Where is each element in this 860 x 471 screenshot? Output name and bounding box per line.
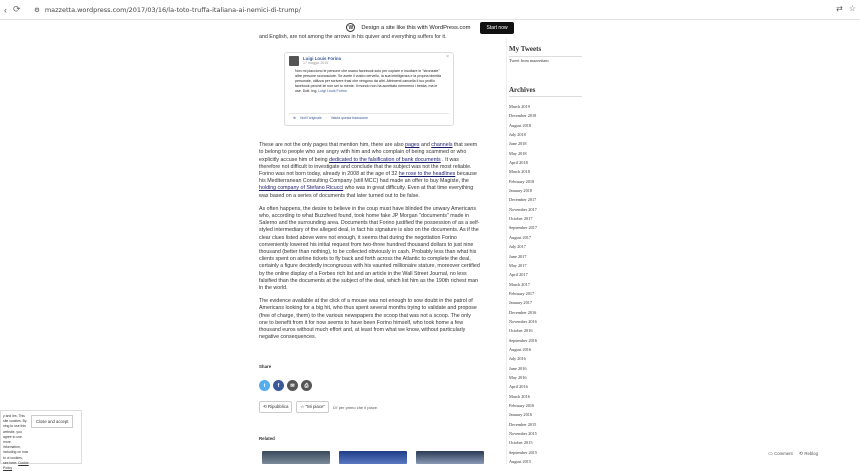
fb-body-link[interactable]: Luigi Louis Forino: [318, 89, 347, 93]
address-bar[interactable]: [34, 6, 301, 14]
wordpress-banner-text: Design a site like this with WordPress.com: [361, 24, 471, 31]
like-note: Di' per primo che ti piace.: [333, 404, 379, 410]
archive-link[interactable]: March 2016: [509, 393, 530, 399]
archive-link[interactable]: January 2016: [509, 412, 533, 418]
like-row: [259, 401, 378, 413]
archive-link[interactable]: January 2017: [509, 300, 533, 306]
like-button[interactable]: ☆ "Mi piace": [296, 401, 329, 413]
archive-link[interactable]: December 2016: [509, 309, 537, 315]
link-holding-company[interactable]: holding company of Stefano Ricucci: [259, 185, 344, 192]
archive-link[interactable]: May 2018: [509, 150, 527, 156]
archive-link[interactable]: August 2017: [509, 234, 532, 240]
archive-link[interactable]: July 2016: [509, 356, 526, 362]
see-original-link[interactable]: Vedi l'originale: [299, 116, 322, 120]
fb-post-date: 17 maggio 2015: [303, 61, 329, 65]
reblog-button[interactable]: ⟲ Ripubblica: [259, 401, 292, 413]
archives-title: Archives: [509, 86, 536, 94]
link-pages[interactable]: pages: [405, 142, 420, 149]
paragraph-coup: As often happens, the desire to believe in the coup must have blinded the unwary Americans who, according to what Buzzfeed found, took home fake JP Morgan "documents" made in Salerno and the surrounding area. Documents that Forino justified the possession of as a self-styled intermediary of the alleged deal, in fact his signature is also on the documents. As if the clear clues listed above were not enough, it seems that during the negotiation Forino conveniently lowered his initial request from two-three hundred thousand dollars to just nine thousand (better than nothing), to be collected obviously in cash. Probably less than what his clients spent on airline tickets to fly back and forth across the Atlantic to complete the deal, certainly a figure decidedly incongruous with his vaunted millionaire stature, moreover certified by the online display of a Forbes rich list and an article in the Wall Street Journal, no less falsified than the documents at the subject of the deal, which list him as the 190th richest man in the world.: [259, 205, 480, 292]
archive-link[interactable]: July 2017: [509, 244, 526, 250]
archive-link[interactable]: August 2015: [509, 459, 532, 465]
share-buttons: [259, 380, 312, 391]
archive-link[interactable]: August 2016: [509, 346, 532, 352]
translate-icon[interactable]: ⇄: [836, 4, 843, 13]
url-text[interactable]: mazzetta.wordpress.com/2017/03/16/la-toto-truffa-italiana-ai-nemici-di-trump/: [44, 5, 301, 14]
archive-link[interactable]: October 2017: [509, 216, 533, 222]
archive-link[interactable]: December 2017: [509, 197, 537, 203]
archive-link[interactable]: March 2019: [509, 104, 530, 109]
fb-author: [303, 56, 341, 66]
comment-action[interactable]: ▭ Comment: [768, 451, 793, 457]
comment-icon: ▭: [768, 451, 775, 457]
archive-link[interactable]: February 2017: [509, 290, 535, 296]
my-tweets-title: My Tweets: [509, 45, 542, 53]
wordpress-logo-icon: W: [346, 23, 355, 32]
browser-nav: [0, 4, 34, 15]
star-icon: ☆: [300, 404, 306, 409]
related-heading: Related: [259, 436, 275, 441]
back-icon[interactable]: ‹: [4, 4, 7, 15]
archive-link[interactable]: August 2018: [509, 122, 532, 128]
divider: [509, 96, 582, 97]
archive-link[interactable]: April 2018: [509, 160, 528, 166]
twitter-share-icon[interactable]: t: [259, 380, 270, 391]
archive-link[interactable]: June 2018: [509, 141, 527, 147]
reload-icon[interactable]: ⟳: [13, 4, 21, 14]
footer-dot: ·: [325, 116, 327, 120]
archive-link[interactable]: November 2016: [509, 318, 537, 324]
archive-link[interactable]: April 2017: [509, 272, 528, 278]
share-heading: Share: [259, 364, 272, 369]
fb-post-text: Non mi piacciono le persone che usano facebook solo per copiare e incollare le "stronzate" altre persone sconosciute. Se avete il vostro cervello, la sua intelligenza e la propria identità personale, utilizza per scrivere frasi che vengono da altri. Altrimenti cancella il tuo profilo facebook perché lei non sei tu mente. Il mondo non ha accettato nemmeno i bestia, ma le use. Dott. Ing. Luigi Louis Forino: [295, 69, 442, 93]
archive-link[interactable]: September 2016: [509, 337, 538, 343]
article-top-line: and English, are not among the arrows in his quiver and everything suffers for it.: [259, 34, 447, 40]
archive-link[interactable]: October 2016: [509, 328, 533, 334]
archive-link[interactable]: May 2016: [509, 374, 527, 380]
link-falsification[interactable]: dedicated to the falsification of bank documents: [329, 156, 441, 163]
tweets-link[interactable]: Tweet from mazzettam: [509, 58, 549, 63]
reblog-icon: ⟲: [798, 451, 805, 457]
browser-toolbar: [0, 0, 860, 20]
globe-icon: ⊕: [293, 116, 296, 120]
fb-card-header: [285, 53, 453, 66]
close-and-accept-button[interactable]: Close and accept: [31, 415, 73, 428]
archive-link[interactable]: May 2017: [509, 262, 527, 268]
rate-translation-link[interactable]: Valuta questa traduzione: [330, 116, 369, 120]
archive-link[interactable]: December 2015: [509, 421, 537, 427]
fb-author-name[interactable]: Luigi Louis Forino: [303, 56, 342, 61]
archives-list: [509, 102, 537, 466]
browser-actions: [836, 4, 856, 13]
archive-link[interactable]: June 2017: [509, 253, 527, 259]
archive-link[interactable]: February 2018: [509, 178, 535, 184]
archive-link[interactable]: November 2017: [509, 206, 537, 212]
archive-link[interactable]: October 2015: [509, 440, 533, 446]
paragraph-evidence: The evidence available at the click of a mouse was not enough to sow doubt in the patrol of Americans looking for a big hit, who thus spent several months trying to validate and propose (free of charge, them) to the various newspapers the scoop that was not a scoop. The only one to benefit from it for now seems to have been Forino himself, who took home a few thousand euros without much effort and, at least from what we know, without particularly negative consequences.: [259, 298, 477, 341]
bookmark-star-icon[interactable]: ☆: [848, 4, 856, 13]
related-thumbnail[interactable]: [416, 451, 484, 464]
reblog-action[interactable]: ⟲ Reblog: [798, 451, 818, 457]
related-thumbnail[interactable]: [262, 451, 330, 464]
archive-link[interactable]: March 2017: [509, 281, 530, 287]
archive-link[interactable]: September 2017: [509, 225, 538, 231]
link-channels[interactable]: channels: [431, 142, 453, 149]
related-thumbnails: [262, 451, 484, 464]
archive-link[interactable]: June 2016: [509, 365, 527, 371]
archive-link[interactable]: April 2016: [509, 384, 528, 390]
archive-link[interactable]: February 2016: [509, 403, 535, 408]
archive-link[interactable]: September 2015: [509, 449, 538, 455]
print-share-icon[interactable]: ⎙: [301, 380, 312, 391]
archive-link[interactable]: December 2018: [509, 113, 537, 119]
link-headlines[interactable]: he rose to the headlines: [398, 171, 456, 178]
cookie-banner: [0, 410, 82, 471]
cookie-policy-link[interactable]: Cookie Policy: [3, 460, 29, 471]
divider: [509, 56, 582, 57]
facebook-embed-card[interactable]: [284, 52, 454, 126]
avatar[interactable]: [289, 56, 299, 66]
site-settings-icon[interactable]: ⚙: [34, 5, 40, 14]
reblog-icon: ⟲: [263, 404, 268, 409]
facebook-share-icon[interactable]: f: [273, 380, 284, 391]
action-bar: [768, 451, 818, 457]
paragraph-pages: These are not the only pages that mention him, there are also pages and channels that seem to belong to people who are angry with him and who complain of being scammed or who explicitly accuse him of being dedicated to the falsification of bank documents . It was therefore not difficult to investigate and conclude that the subject was not the most reliable. Forino was not born today, already in 2008 at the age of 32 he rose to the headlines because his Mediterranean Consulting Company (still MCC) had made an offer to buy Magiste, the holding company of Stefano Ricucci who was in great difficulty. Even at that time everything was based on a series of documents that later turned out to be false.: [259, 142, 478, 199]
wordpress-banner: [0, 20, 860, 35]
close-icon[interactable]: ×: [446, 54, 449, 60]
archive-link[interactable]: March 2018: [509, 169, 530, 175]
related-thumbnail[interactable]: [339, 451, 407, 464]
archive-link[interactable]: July 2018: [509, 132, 526, 138]
cookie-text: y and ies: This site cookies. By ning to use this website, you agree to use. more information, including on how to ol cookies, see here: Cookie Policy: [3, 414, 29, 471]
start-now-button[interactable]: Start now: [480, 22, 513, 34]
email-share-icon[interactable]: ✉: [287, 380, 298, 391]
archive-link[interactable]: November 2015: [509, 431, 537, 437]
archive-link[interactable]: January 2018: [509, 188, 533, 194]
fb-divider: [289, 113, 449, 114]
fb-card-footer: [293, 116, 368, 121]
